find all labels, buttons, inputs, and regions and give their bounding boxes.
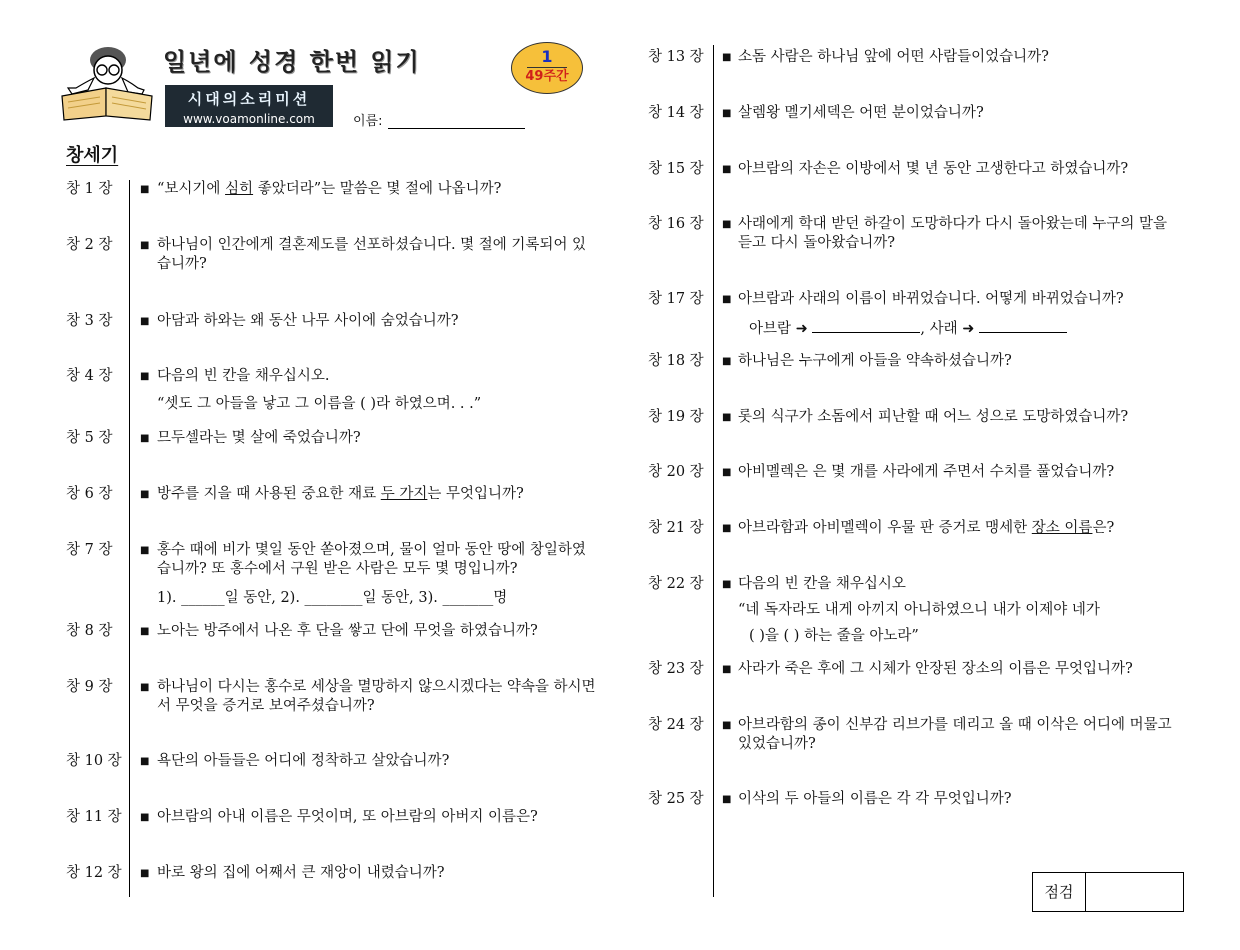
square-bullet-icon: ■ — [140, 682, 150, 693]
square-bullet-icon: ■ — [722, 108, 732, 119]
badge-divider — [527, 67, 567, 68]
fill-in-blank: 1). ______일 동안, 2). ________일 동안, 3). _______명 — [157, 590, 508, 606]
question-text: 아브람의 아내 이름은 무엇이며, 또 아브람의 아버지 이름은? — [157, 809, 538, 825]
square-bullet-icon: ■ — [722, 579, 732, 590]
question-text: 아브람의 자손은 이방에서 몇 년 동안 고생한다고 하였습니까? — [738, 161, 1129, 177]
question-text: 이삭의 두 아들의 이름은 각 각 무엇입니까? — [738, 791, 1012, 807]
brand-logo — [165, 85, 333, 127]
brand-url: www.voamonline.com — [183, 112, 315, 126]
question-text: 하나님은 누구에게 아들을 약속하셨습니까? — [738, 353, 1012, 369]
answer-blank[interactable] — [812, 318, 920, 333]
fill-in-blank: ( )을 ( ) 하는 줄을 아노라” — [749, 628, 919, 644]
chapter-label: 창 25 장 — [648, 791, 704, 807]
chapter-label: 창 13 장 — [648, 49, 704, 65]
chapter-label: 창 11 장 — [66, 809, 122, 825]
question-text: 방주를 지을 때 사용된 중요한 재료 두 가지는 무엇입니까? — [157, 486, 524, 502]
chapter-label: 창 12 장 — [66, 865, 122, 881]
chapter-label: 창 19 장 — [648, 409, 704, 425]
chapter-label: 창 17 장 — [648, 291, 704, 307]
question-text: 사래에게 학대 받던 하갈이 도망하다가 다시 돌아왔는데 누구의 말을 듣고 다시 돌아왔습니까? — [738, 216, 1168, 251]
chapter-label: 창 5 장 — [66, 430, 113, 446]
question-text: 아브라함의 종이 신부감 리브가를 데리고 올 때 이삭은 어디에 머물고 있었습니까? — [738, 717, 1172, 752]
chapter-label: 창 23 장 — [648, 661, 704, 677]
name-field[interactable] — [388, 128, 525, 129]
answer-blank[interactable] — [979, 318, 1067, 333]
square-bullet-icon: ■ — [722, 412, 732, 423]
score-field[interactable] — [1087, 873, 1183, 911]
question-text: 아브라함과 아비멜렉이 우물 판 증거로 맹세한 장소 이름은? — [738, 520, 1115, 536]
square-bullet-icon: ■ — [722, 720, 732, 731]
question-text: 사라가 죽은 후에 그 시체가 안장된 장소의 이름은 무엇입니까? — [738, 661, 1133, 677]
question-text: 아담과 하와는 왜 동산 나무 사이에 숨었습니까? — [157, 313, 459, 329]
name-label: 이름: — [353, 114, 383, 129]
chapter-label: 창 3 장 — [66, 313, 113, 329]
chapter-label: 창 7 장 — [66, 542, 113, 558]
square-bullet-icon: ■ — [722, 164, 732, 175]
chapter-label: 창 15 장 — [648, 161, 704, 177]
page-title: 일년에 성경 한번 읽기 — [163, 48, 421, 76]
week-badge — [511, 42, 583, 94]
question-text: 다음의 빈 칸을 채우십시오 — [738, 576, 906, 592]
square-bullet-icon: ■ — [722, 294, 732, 305]
question-text: 살렘왕 멜기세덱은 어떤 분이었습니까? — [738, 105, 984, 121]
question-text: 노아는 방주에서 나온 후 단을 쌓고 단에 무엇을 하였습니까? — [157, 623, 538, 639]
question-text: 하나님이 다시는 홍수로 세상을 멸망하지 않으시겠다는 약속을 하시면서 무엇을 증거로 보여주셨습니까? — [157, 679, 596, 714]
chapter-label: 창 9 장 — [66, 679, 113, 695]
square-bullet-icon: ■ — [140, 756, 150, 767]
question-text: 소돔 사람은 하나님 앞에 어떤 사람들이었습니까? — [738, 49, 1049, 65]
square-bullet-icon: ■ — [140, 545, 150, 556]
rename-answer-row: 아브람 ➜ , 사래 ➜ — [749, 318, 1067, 339]
chapter-label: 창 4 장 — [66, 368, 113, 384]
square-bullet-icon: ■ — [140, 489, 150, 500]
chapter-label: 창 21 장 — [648, 520, 704, 536]
chapter-label: 창 16 장 — [648, 216, 704, 232]
square-bullet-icon: ■ — [722, 219, 732, 230]
square-bullet-icon: ■ — [140, 316, 150, 327]
chapter-label: 창 1 장 — [66, 181, 113, 197]
square-bullet-icon: ■ — [722, 794, 732, 805]
square-bullet-icon: ■ — [722, 664, 732, 675]
square-bullet-icon: ■ — [140, 371, 150, 382]
score-box — [1032, 872, 1184, 912]
week-number: 1 — [541, 47, 553, 66]
square-bullet-icon: ■ — [722, 523, 732, 534]
question-text: 홍수 때에 비가 몇일 동안 쏟아졌으며, 물이 얼마 동안 땅에 창일하였습니까? 또 홍수에서 구원 받은 사람은 모두 몇 명입니까? — [157, 542, 586, 577]
question-text: 므두셀라는 몇 살에 죽었습니까? — [157, 430, 361, 446]
left-column-divider — [129, 180, 130, 897]
question-text: 다음의 빈 칸을 채우십시오. — [157, 368, 330, 384]
square-bullet-icon: ■ — [140, 868, 150, 879]
fill-in-blank: “셋도 그 아들을 낳고 그 이름을 ( )라 하였으며. . .” — [157, 396, 482, 412]
square-bullet-icon: ■ — [140, 433, 150, 444]
square-bullet-icon: ■ — [140, 626, 150, 637]
question-text: 바로 왕의 집에 어째서 큰 재앙이 내렸습니까? — [157, 865, 445, 881]
square-bullet-icon: ■ — [140, 240, 150, 251]
chapter-label: 창 24 장 — [648, 717, 704, 733]
chapter-label: 창 2 장 — [66, 237, 113, 253]
question-text: 아브람과 사래의 이름이 바뀌었습니다. 어떻게 바뀌었습니까? — [738, 291, 1124, 307]
week-total: 49주간 — [525, 69, 569, 84]
chapter-label: 창 10 장 — [66, 753, 122, 769]
chapter-label: 창 18 장 — [648, 353, 704, 369]
square-bullet-icon: ■ — [140, 812, 150, 823]
square-bullet-icon: ■ — [722, 467, 732, 478]
chapter-label: 창 22 장 — [648, 576, 704, 592]
chapter-label: 창 20 장 — [648, 464, 704, 480]
square-bullet-icon: ■ — [722, 52, 732, 63]
book-title: 창세기 — [66, 145, 119, 166]
chapter-label: 창 14 장 — [648, 105, 704, 121]
question-text: “보시기에 심히 좋았더라”는 말씀은 몇 절에 나옵니까? — [157, 181, 502, 197]
square-bullet-icon: ■ — [140, 184, 150, 195]
right-column-divider — [713, 45, 714, 897]
square-bullet-icon: ■ — [722, 356, 732, 367]
question-text: 욕단의 아들들은 어디에 정착하고 살았습니까? — [157, 753, 450, 769]
reader-with-book-icon — [58, 42, 158, 122]
question-text: 아비멜렉은 은 몇 개를 사라에게 주면서 수치를 풀었습니까? — [738, 464, 1115, 480]
chapter-label: 창 6 장 — [66, 486, 113, 502]
fill-in-blank: “네 독자라도 내게 아끼지 아니하였으니 내가 이제야 네가 — [738, 602, 1100, 618]
brand-name: 시대의소리미션 — [187, 90, 311, 108]
chapter-label: 창 8 장 — [66, 623, 113, 639]
question-text: 하나님이 인간에게 결혼제도를 선포하셨습니다. 몇 절에 기록되어 있습니까? — [157, 237, 587, 272]
score-label: 점검 — [1033, 873, 1086, 911]
question-text: 롯의 식구가 소돔에서 피난할 때 어느 성으로 도망하였습니까? — [738, 409, 1129, 425]
